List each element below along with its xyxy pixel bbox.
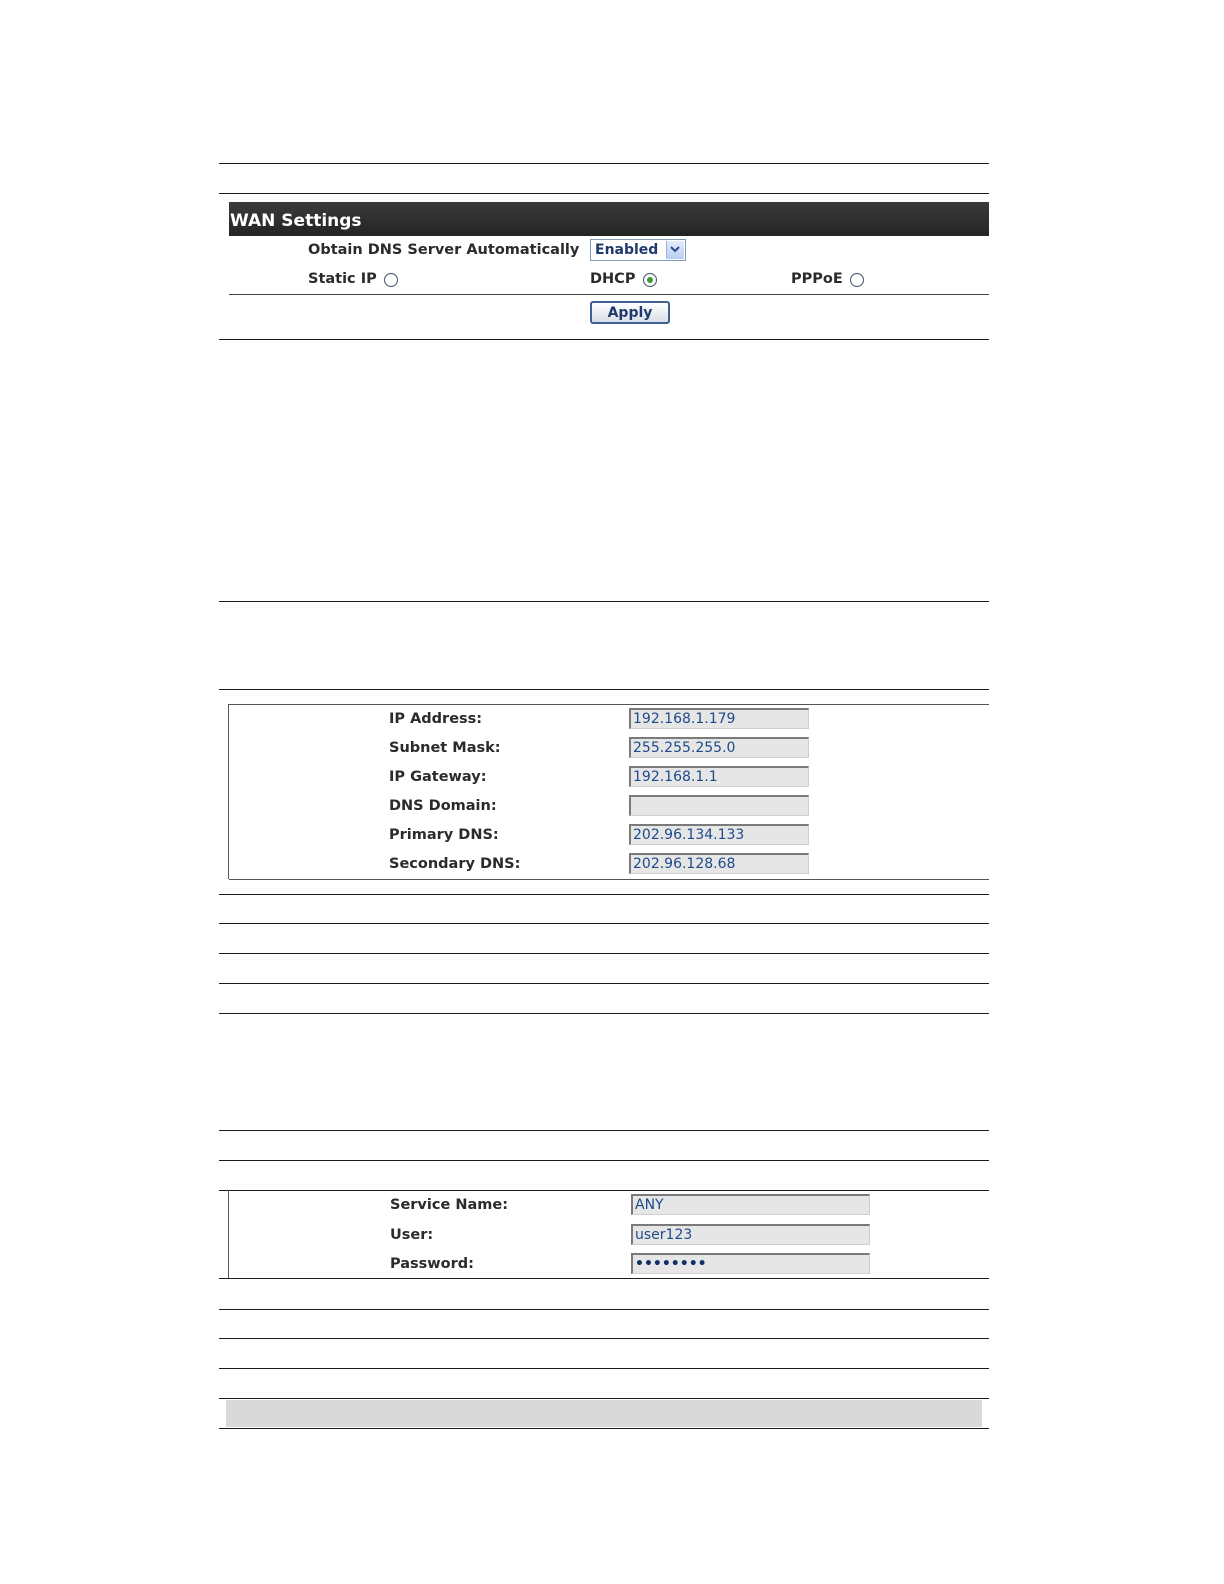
mode-static-ip-label: Static IP — [308, 271, 377, 287]
footer-bar — [226, 1400, 982, 1427]
subnet-mask-label: Subnet Mask: — [389, 740, 501, 756]
divider — [219, 163, 989, 164]
wan-settings-title: WAN Settings — [229, 202, 989, 236]
service-name-input[interactable] — [631, 1194, 870, 1215]
primary-dns-label: Primary DNS: — [389, 827, 499, 843]
divider — [219, 339, 989, 340]
divider — [219, 1160, 989, 1161]
mode-dhcp-radio[interactable] — [642, 272, 658, 288]
mode-static-ip-radio[interactable] — [383, 272, 399, 288]
static-ip-box-left — [228, 704, 229, 879]
password-input[interactable] — [631, 1253, 870, 1274]
static-ip-box-bottom — [229, 879, 989, 880]
mode-dhcp-label: DHCP — [590, 271, 636, 287]
user-input[interactable] — [631, 1224, 870, 1245]
mode-pppoe-label: PPPoE — [791, 271, 843, 287]
pppoe-box-top — [219, 1190, 989, 1191]
divider — [219, 983, 989, 984]
chevron-down-icon[interactable] — [666, 241, 684, 259]
divider — [219, 953, 989, 954]
dns-domain-label: DNS Domain: — [389, 798, 497, 814]
dns-auto-label: Obtain DNS Server Automatically — [308, 242, 580, 258]
ip-gateway-label: IP Gateway: — [389, 769, 487, 785]
dns-domain-input[interactable] — [629, 795, 809, 816]
divider — [219, 1398, 989, 1399]
divider — [219, 1338, 989, 1339]
dns-auto-select[interactable] — [590, 239, 686, 261]
secondary-dns-label: Secondary DNS: — [389, 856, 521, 872]
divider — [219, 923, 989, 924]
divider — [219, 1013, 989, 1014]
secondary-dns-input[interactable] — [629, 853, 809, 874]
divider — [219, 689, 989, 690]
divider — [219, 1130, 989, 1131]
mode-pppoe-radio[interactable] — [849, 272, 865, 288]
divider — [219, 1428, 989, 1429]
divider — [219, 193, 989, 194]
service-name-label: Service Name: — [390, 1197, 508, 1213]
pppoe-box-left — [228, 1190, 229, 1278]
divider — [219, 894, 989, 895]
ip-gateway-input[interactable] — [629, 766, 809, 787]
primary-dns-input[interactable] — [629, 824, 809, 845]
password-label: Password: — [390, 1256, 474, 1272]
divider — [219, 1368, 989, 1369]
ip-address-input[interactable] — [629, 708, 809, 729]
user-label: User: — [390, 1227, 434, 1243]
pppoe-box-bottom — [219, 1278, 989, 1279]
ip-address-label: IP Address: — [389, 711, 483, 727]
divider — [219, 601, 989, 602]
divider — [219, 1309, 989, 1310]
static-ip-box-top — [229, 704, 989, 705]
panel-separator — [229, 294, 989, 295]
apply-button[interactable]: Apply — [590, 301, 670, 324]
dns-auto-select-value: Enabled — [595, 242, 659, 258]
subnet-mask-input[interactable] — [629, 737, 809, 758]
